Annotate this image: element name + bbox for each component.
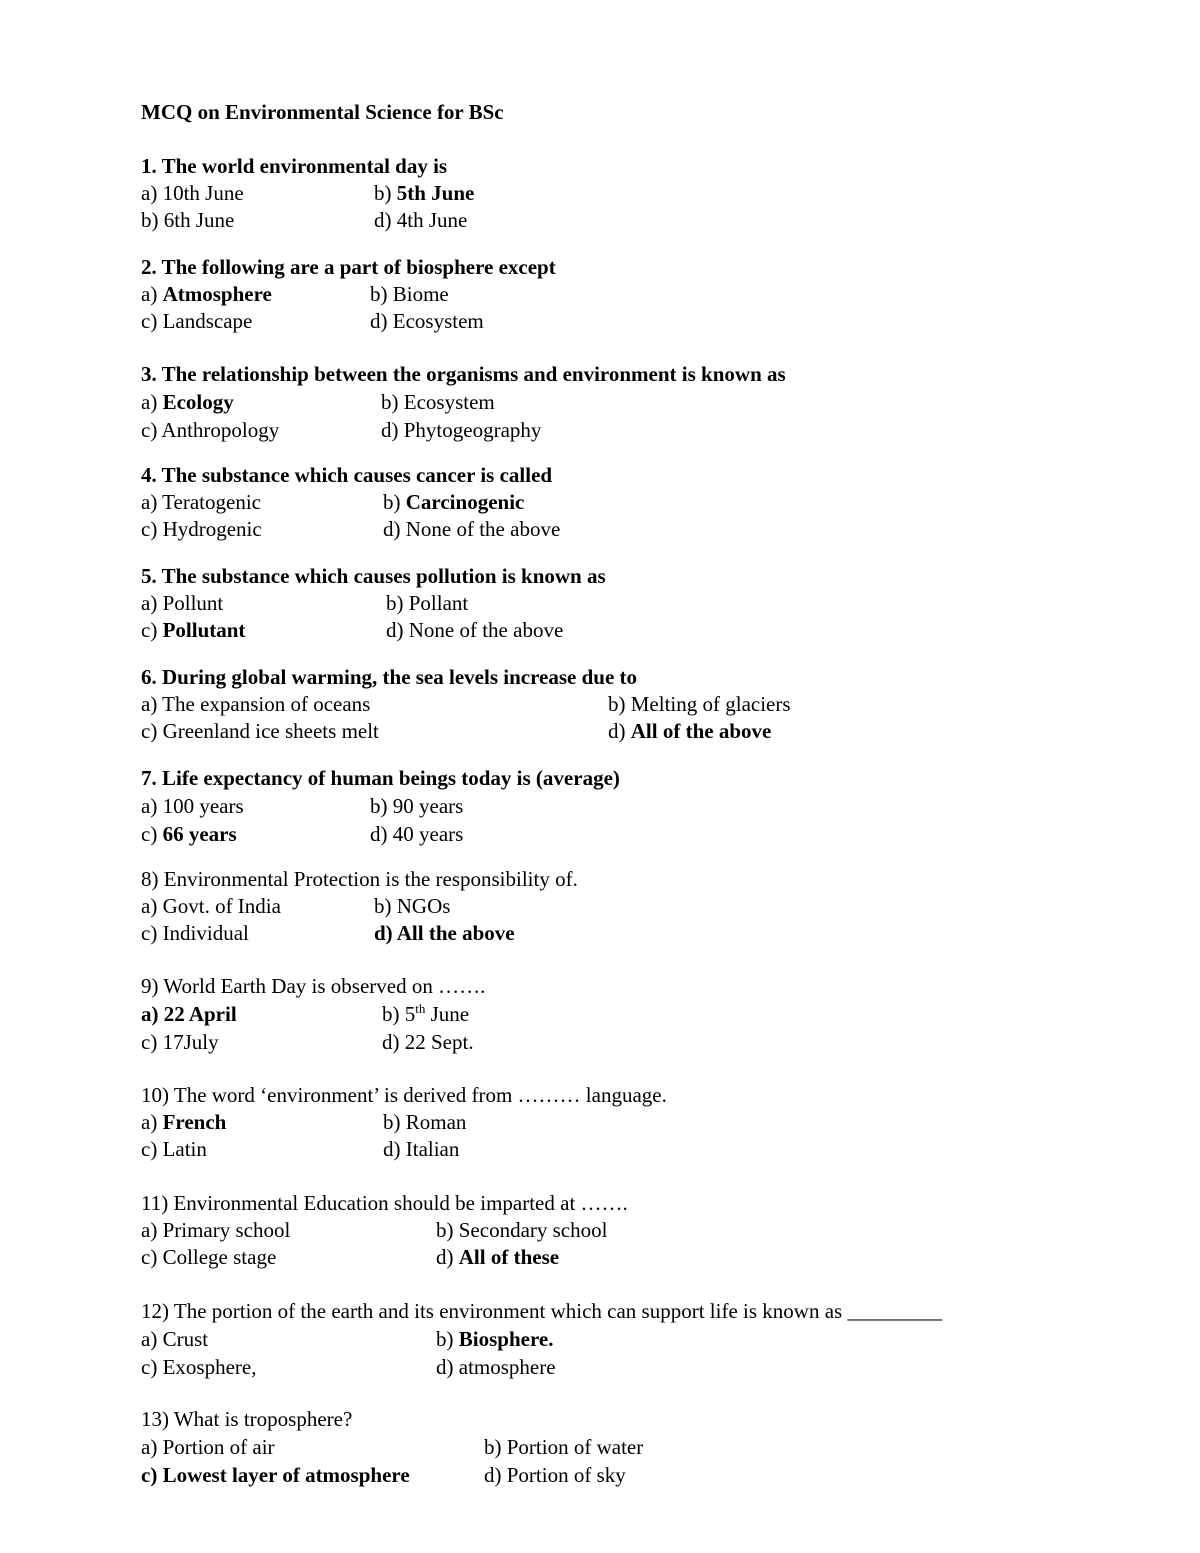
option-letter: a) (141, 390, 163, 414)
answer-option: a) Govt. of India (141, 894, 281, 918)
option-row (141, 1136, 1141, 1163)
option-row (141, 489, 1141, 516)
correct-answer-text: Biosphere. (458, 1327, 554, 1351)
option-row (141, 1029, 1141, 1057)
option-row (141, 417, 1141, 445)
answer-option: d) Phytogeography (381, 418, 542, 442)
option-row (141, 1244, 1141, 1271)
option-letter: b) (383, 490, 406, 514)
answer-option: d) None of the above (383, 517, 561, 541)
answer-option: d) atmosphere (436, 1355, 556, 1379)
option-row (141, 793, 1141, 821)
answer-option: c) Exosphere, (141, 1355, 257, 1379)
answer-option: c) Individual (141, 921, 249, 945)
answer-option: c) Hydrogenic (141, 517, 262, 541)
document-title: MCQ on Environmental Science for BSc (141, 100, 504, 124)
answer-option: b) 6th June (141, 208, 235, 232)
option-row (141, 308, 1141, 335)
answer-option: d) 40 years (370, 822, 464, 846)
question-9 (141, 973, 1141, 1057)
answer-option: d) Portion of sky (484, 1463, 626, 1487)
question-stem: 4. The substance which causes cancer is called (141, 463, 553, 487)
option-text: b) 5 (382, 1002, 416, 1026)
answer-option: a) 10th June (141, 181, 244, 205)
option-superscript: th (415, 1001, 426, 1016)
question-10 (141, 1082, 1141, 1163)
option-row (141, 1217, 1141, 1244)
answer-option (436, 1244, 559, 1271)
question-7 (141, 765, 1141, 849)
answer-option: a) Teratogenic (141, 490, 261, 514)
answer-option: d) None of the above (386, 618, 564, 642)
question-6 (141, 664, 1141, 745)
answer-option: a) Primary school (141, 1218, 291, 1242)
option-row (141, 920, 1141, 947)
option-row (141, 821, 1141, 849)
option-row (141, 1109, 1141, 1136)
answer-option (374, 920, 515, 947)
answer-option: c) Latin (141, 1137, 207, 1161)
option-row (141, 207, 1141, 234)
answer-option: b) Ecosystem (381, 390, 495, 414)
option-row (141, 691, 1141, 718)
question-stem: 11) Environmental Education should be imparted at ……. (141, 1191, 628, 1215)
question-stem: 8) Environmental Protection is the responsibility of. (141, 867, 578, 891)
option-row (141, 1462, 1141, 1490)
question-5 (141, 563, 1141, 644)
question-12 (141, 1298, 1141, 1382)
question-stem: 5. The substance which causes pollution is known as (141, 564, 606, 588)
question-stem: 9) World Earth Day is observed on ……. (141, 974, 486, 998)
question-stem: 1. The world environmental day is (141, 154, 448, 178)
question-4 (141, 462, 1141, 543)
answer-option: a) 100 years (141, 794, 244, 818)
answer-option (141, 1109, 226, 1136)
option-row (141, 389, 1141, 417)
answer-option: a) Portion of air (141, 1435, 275, 1459)
answer-option (141, 1462, 410, 1489)
correct-answer-text: Atmosphere (162, 282, 272, 306)
answer-option (141, 617, 245, 644)
correct-answer-text: All of these (458, 1245, 560, 1269)
option-row (141, 893, 1141, 920)
correct-answer-text: d) All the above (374, 921, 515, 945)
correct-answer-text: 5th June (396, 181, 475, 205)
option-letter: a) (141, 1110, 163, 1134)
question-1 (141, 153, 1141, 234)
answer-option: b) NGOs (374, 894, 451, 918)
option-row (141, 718, 1141, 745)
answer-option (141, 389, 234, 416)
answer-option: a) Crust (141, 1327, 209, 1351)
question-stem: 10) The word ‘environment’ is derived from ……… language. (141, 1083, 667, 1107)
option-letter: c) (141, 618, 163, 642)
answer-option: b) Pollant (386, 591, 469, 615)
answer-option (608, 718, 771, 745)
question-2 (141, 254, 1141, 335)
answer-option: b) Portion of water (484, 1435, 644, 1459)
answer-option: c) College stage (141, 1245, 277, 1269)
answer-option (382, 1001, 469, 1028)
correct-answer-text: Ecology (162, 390, 234, 414)
option-letter: d) (436, 1245, 459, 1269)
answer-option: d) Ecosystem (370, 309, 484, 333)
option-row (141, 516, 1141, 543)
answer-option: b) Biome (370, 282, 449, 306)
option-letter: d) (608, 719, 631, 743)
correct-answer-text: c) Lowest layer of atmosphere (141, 1463, 410, 1487)
answer-option: d) Italian (383, 1137, 460, 1161)
option-letter: b) (374, 181, 397, 205)
answer-option (141, 821, 237, 848)
option-row (141, 1354, 1141, 1382)
answer-option (374, 180, 474, 207)
answer-option: b) Secondary school (436, 1218, 608, 1242)
question-11 (141, 1190, 1141, 1271)
answer-option: b) Roman (383, 1110, 467, 1134)
option-row (141, 281, 1141, 308)
option-row (141, 180, 1141, 207)
correct-answer-text: Pollutant (162, 618, 246, 642)
answer-option (141, 281, 272, 308)
answer-option: a) Pollunt (141, 591, 224, 615)
answer-option (141, 1001, 237, 1028)
question-stem: 12) The portion of the earth and its environment which can support life is known as _________ (141, 1299, 942, 1323)
answer-option: d) 22 Sept. (382, 1030, 474, 1054)
option-row (141, 617, 1141, 644)
question-13 (141, 1406, 1141, 1490)
answer-option (383, 489, 524, 516)
answer-option: c) 17July (141, 1030, 219, 1054)
question-stem: 2. The following are a part of biosphere except (141, 255, 556, 279)
answer-option: a) The expansion of oceans (141, 692, 371, 716)
option-letter: b) (436, 1327, 459, 1351)
option-letter: a) (141, 282, 163, 306)
answer-option: c) Anthropology (141, 418, 280, 442)
question-stem: 6. During global warming, the sea levels increase due to (141, 665, 638, 689)
option-row (141, 590, 1141, 617)
question-3 (141, 361, 1141, 445)
correct-answer-text: Carcinogenic (405, 490, 525, 514)
question-stem: 3. The relationship between the organisms and environment is known as (141, 362, 786, 386)
question-stem: 7. Life expectancy of human beings today is (average) (141, 766, 620, 790)
option-letter: c) (141, 822, 163, 846)
correct-answer-text: French (162, 1110, 227, 1134)
answer-option: c) Greenland ice sheets melt (141, 719, 379, 743)
option-row (141, 1434, 1141, 1462)
correct-answer-text: 66 years (162, 822, 237, 846)
answer-option: c) Landscape (141, 309, 253, 333)
answer-option: b) Melting of glaciers (608, 692, 791, 716)
option-row (141, 1326, 1141, 1354)
answer-option: b) 90 years (370, 794, 464, 818)
question-stem: 13) What is troposphere? (141, 1407, 353, 1431)
correct-answer-text: a) 22 April (141, 1002, 237, 1026)
answer-option: d) 4th June (374, 208, 468, 232)
answer-option (436, 1326, 553, 1353)
option-text: June (425, 1002, 470, 1026)
question-8 (141, 866, 1141, 947)
correct-answer-text: All of the above (630, 719, 772, 743)
option-row (141, 1001, 1141, 1029)
